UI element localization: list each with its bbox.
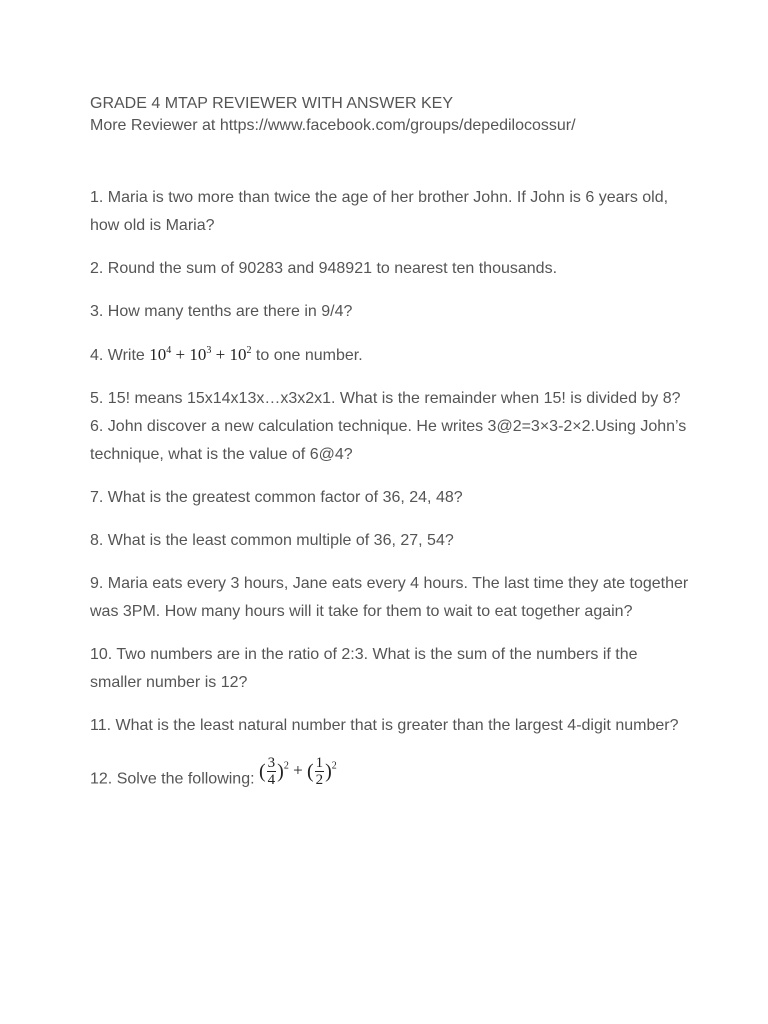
document-title: GRADE 4 MTAP REVIEWER WITH ANSWER KEY (90, 95, 454, 112)
document-page (90, 93, 690, 808)
question-12 (90, 755, 690, 793)
question-6: 6. John discover a new calculation technique. He writes 3@2=3×3-2×2.Using John’s technique, what is the value of 6@4? (90, 418, 687, 463)
document-header (90, 93, 690, 137)
question-1: 1. Maria is two more than twice the age of her brother John. If John is 6 years old, how old is Maria? (90, 189, 669, 234)
question-10: 10. Two numbers are in the ratio of 2:3. What is the sum of the numbers if the smaller number is 12? (90, 646, 638, 691)
question-5: 5. 15! means 15x14x13x…x3x2x1. What is the remainder when 15! is divided by 8? (90, 390, 681, 407)
question-12-expression: ( $\frac{3}{4}$ )$^2$ + ( $\frac{1}{2}$ )$^2$ (259, 755, 337, 788)
question-11: 11. What is the least natural number that is greater than the largest 4-digit number? (90, 717, 679, 734)
question-4-expression: $10^4 + 10^3 + 10^2$ (149, 345, 252, 364)
question-4-prefix: 4. Write (90, 347, 145, 364)
question-7: 7. What is the greatest common factor of 36, 24, 48? (90, 489, 463, 506)
question-3: 3. How many tenths are there in 9/4? (90, 303, 353, 320)
question-4-suffix: to one number. (255, 347, 363, 364)
document-subtitle: More Reviewer at https://www.facebook.com/groups/depedilocossur/ (90, 117, 576, 134)
question-2: 2. Round the sum of 90283 and 948921 to nearest ten thousands. (90, 260, 558, 277)
question-4 (90, 341, 690, 370)
question-9: 9. Maria eats every 3 hours, Jane eats every 4 hours. The last time they ate together was 3PM. How many hours will it take for them to wait to eat together again? (90, 575, 689, 620)
question-8: 8. What is the least common multiple of 36, 27, 54? (90, 532, 454, 549)
question-12-prefix: 12. Solve the following: (90, 770, 255, 788)
